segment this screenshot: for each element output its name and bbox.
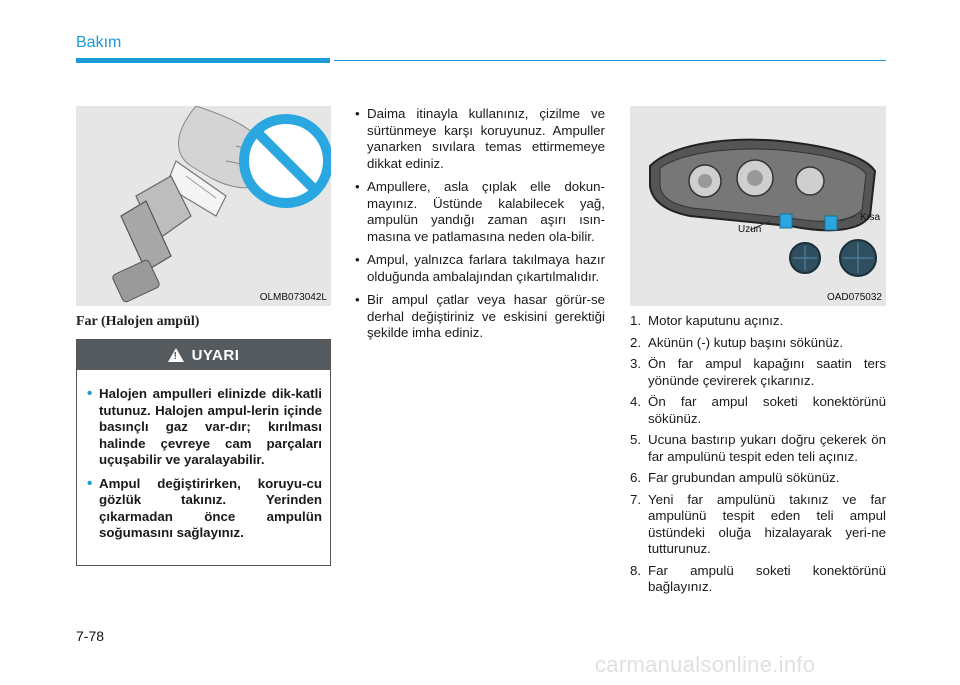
- bullet-item: • Bir ampul çatlar veya hasar görür-se derhal değiştiriniz ve eskisini gerektiği şekilde imha ediniz.: [353, 292, 605, 342]
- bullet-item: • Daima itinayla kullanınız, çizilme ve sürtünmeye karşı koruyunuz. Ampuller yanarken sıvılara temas ettirmemeye dikkat ediniz.: [353, 106, 605, 172]
- bullet-item: • Ampul, yalnızca farlara takılmaya hazır olduğunda ambalajından çıkartılmalıdır.: [353, 252, 605, 285]
- warning-title: UYARI: [191, 346, 240, 364]
- label-short: Kısa: [860, 212, 881, 223]
- warning-item: • Ampul değiştirirken, koruyu-cu gözlük takınız. Yerinden çıkarmadan önce ampulün soğumasını sağlayınız.: [89, 476, 322, 542]
- header-rule-thick: [76, 58, 330, 63]
- step-item: 5. Ucuna bastırıp yukarı doğru çekerek ön far ampulünü tespit eden teli açınız.: [630, 432, 886, 464]
- header-rule-thin: [334, 60, 886, 61]
- step-item: 3. Ön far ampul kapağını saatin ters yönünde çevirerek çıkarınız.: [630, 356, 886, 388]
- figure-halogen-bulb: [76, 106, 331, 306]
- section-title: Bakım: [76, 34, 122, 51]
- step-item: 8. Far ampulü soketi konektörünü bağlayınız.: [630, 562, 886, 594]
- warning-list: [77, 370, 330, 542]
- figure-code-left: OLMB073042L: [259, 292, 327, 303]
- warning-triangle-icon: !: [168, 348, 184, 362]
- step-item: 4. Ön far ampul soketi konektörünü sökünüz.: [630, 394, 886, 426]
- bullet-item: • Ampullere, asla çıplak elle dokun-mayınız. Üstünde kalabilecek yağ, ampulün yandığı zaman aşırı ısın-masına ve patlamasına neden ola-bilir.: [353, 179, 605, 245]
- watermark: carmanualsonline.info: [595, 652, 816, 677]
- step-item: 6. Far grubundan ampulü sökünüz.: [630, 470, 840, 485]
- figure-headlamp: [630, 106, 886, 306]
- steps-column: [630, 313, 886, 601]
- warning-box: [76, 339, 331, 566]
- warning-header: [77, 340, 330, 370]
- step-item: 1. Motor kaputunu açınız.: [630, 313, 784, 328]
- figure-code-right: OAD075032: [826, 292, 882, 303]
- figure-caption-left: Far (Halojen ampül): [76, 314, 200, 329]
- step-item: 7. Yeni far ampulünü takınız ve far ampulünü tespit eden teli ampul üstündeki oluğa hizalayarak yeri-ne tutturunuz.: [630, 491, 886, 556]
- warning-item: • Halojen ampulleri elinizde dik-katli tutunuz. Halojen ampul-lerin içinde basınçlı gaz var-dır; kırılması halinde çevreye cam parçaları uçuşabilir ve yaralayabilir.: [89, 386, 322, 469]
- middle-column: [353, 106, 605, 349]
- halogen-bulb-illustration: [76, 106, 331, 306]
- step-item: 2. Akünün (-) kutup başını sökünüz.: [630, 334, 844, 350]
- page-number: 7-78: [76, 628, 105, 644]
- label-long: Uzun: [738, 224, 762, 235]
- headlamp-illustration: [630, 106, 886, 306]
